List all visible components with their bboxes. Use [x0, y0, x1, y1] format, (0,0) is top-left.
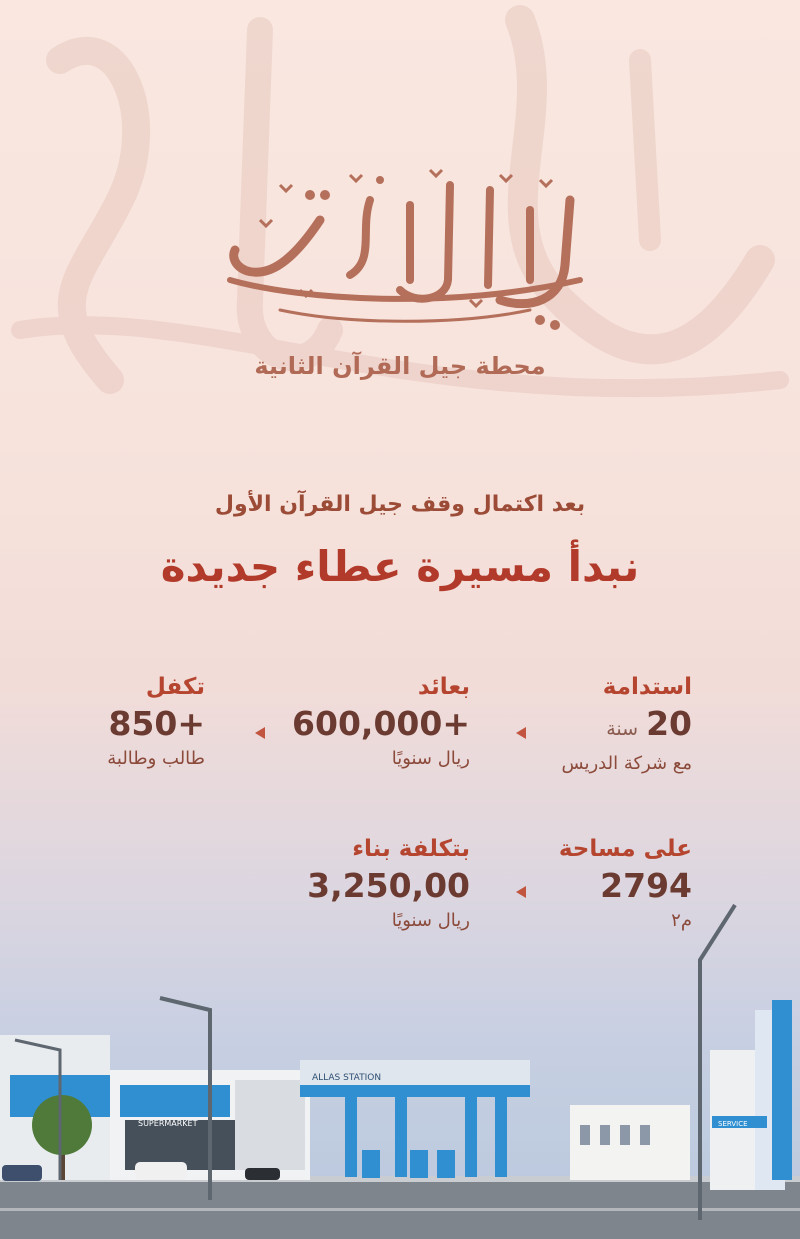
canopy-sign: ALLAS STATION	[312, 1073, 382, 1083]
stat-label: على مساحة	[558, 836, 692, 862]
stat-return	[270, 672, 470, 772]
bullet-icon	[516, 727, 526, 739]
stat-sponsorship	[45, 672, 205, 772]
gas-station-illustration	[0, 880, 800, 1239]
stat-unit: سنة	[606, 718, 639, 740]
stat-value	[45, 702, 205, 746]
stat-label: استدامة	[602, 674, 692, 700]
stat-label: تكفل	[145, 674, 205, 700]
stat-label: بعائد	[417, 674, 470, 700]
stat-number: 2794	[600, 866, 692, 905]
stat-note: مع شركة الدريس	[561, 753, 692, 774]
bullet-icon	[255, 727, 265, 739]
headline: نبدأ مسيرة عطاء جديدة	[160, 542, 640, 591]
stat-sustainability	[492, 672, 692, 777]
stat-note: ريال سنويًا	[391, 910, 470, 931]
side-sign: SERVICE	[718, 1120, 748, 1128]
stat-note: ريال سنويًا	[391, 748, 470, 769]
stat-number: +850	[108, 704, 205, 743]
stat-note: طالب وطالبة	[107, 748, 205, 769]
stat-value	[270, 702, 470, 746]
intro-text: بعد اكتمال وقف جيل القرآن الأول	[214, 492, 586, 517]
stat-number: +600,000	[292, 704, 470, 743]
stat-note: م٢	[671, 910, 692, 931]
jeel-alquran-logo	[200, 160, 600, 350]
market-sign: SUPERMARKET	[138, 1119, 198, 1128]
stat-number: 3,250,00	[307, 866, 470, 905]
logo-subtitle: محطة جيل القرآن الثانية	[254, 352, 546, 380]
stat-label: بتكلفة بناء	[352, 836, 470, 862]
stat-number: 20	[646, 704, 692, 743]
